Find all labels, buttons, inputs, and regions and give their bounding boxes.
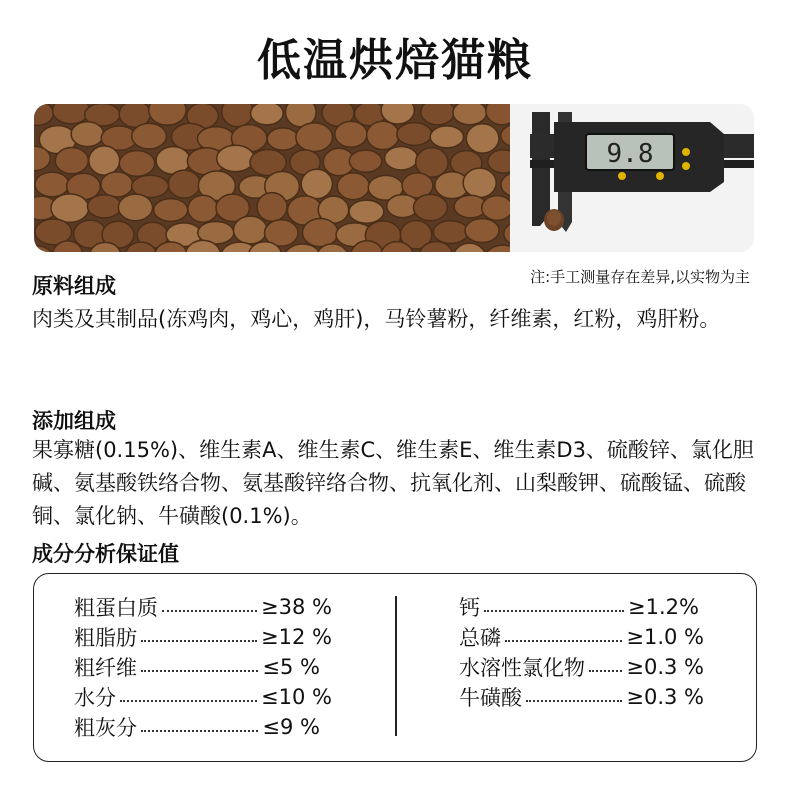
kibble [463, 168, 496, 197]
kibble [385, 146, 418, 169]
analysis-label: 总磷 [459, 626, 501, 650]
analysis-value: ≤5 % [262, 655, 320, 679]
kibble [488, 150, 510, 173]
kibble [154, 199, 188, 222]
analysis-value: ≥0.3 % [626, 655, 704, 679]
analysis-value: ≥0.3 % [626, 685, 704, 709]
analysis-row [459, 652, 704, 682]
kibble [466, 124, 499, 153]
kibble [222, 104, 253, 127]
kibble [132, 123, 167, 149]
analysis-value: ≤10 % [261, 685, 332, 709]
ingredients-text: 肉类及其制品(冻鸡肉，鸡心，鸡肝)，马铃薯粉，纤维素，红粉，鸡肝粉。 [32, 307, 721, 331]
kibble [296, 123, 333, 152]
kibble [119, 151, 154, 177]
analysis-label: 粗脂肪 [74, 626, 137, 650]
analysis-row [74, 712, 320, 742]
analysis-row [459, 682, 704, 712]
kibble [482, 196, 510, 221]
leader-dots [120, 700, 257, 702]
analysis-label: 粗蛋白质 [74, 596, 158, 620]
kibble [168, 170, 200, 198]
kibble [35, 172, 69, 197]
analysis-label: 钙 [459, 596, 480, 620]
kibble [257, 193, 287, 222]
kibble [233, 216, 267, 244]
kibble [335, 121, 367, 147]
leader-dots [484, 610, 624, 612]
page-title: 低温烘焙猫粮 [257, 35, 533, 86]
kibble [430, 126, 463, 148]
measurement-note: 注:手工测量存在差异,以实物为主 [530, 268, 750, 286]
additives-text: 果寡糖(0.15%)、维生素A、维生素C、维生素E、维生素D3、硫酸锌、氯化胆碱、氨基酸铁络合物、氨基酸锌络合物、抗氧化剂、山梨酸钾、硫酸锰、硫酸铜、氯化钠、牛磺酸(0.1%)。 [32, 438, 754, 528]
ingredients-heading: 原料组成 [32, 274, 116, 298]
analysis-label: 粗纤维 [74, 656, 137, 680]
kibble [433, 221, 468, 244]
analysis-value: ≥12 % [261, 625, 332, 649]
analysis-label: 粗灰分 [74, 716, 137, 740]
kibble [301, 169, 332, 198]
analysis-value: ≤9 % [262, 715, 320, 739]
kibble [89, 146, 120, 175]
kibble [349, 200, 384, 223]
kibble [397, 123, 432, 146]
analysis-label: 水溶性氯化物 [459, 656, 585, 680]
analysis-row [74, 622, 332, 652]
analysis-row [74, 652, 320, 682]
caliper-photo [510, 104, 754, 252]
analysis-divider [395, 596, 397, 736]
kibble [51, 194, 89, 223]
kibble [55, 147, 88, 173]
analysis-value: ≥1.0 % [626, 625, 704, 649]
kibble [453, 104, 487, 125]
leader-dots [505, 640, 622, 642]
caliper-reading: 9.8 [606, 139, 654, 169]
leader-dots [141, 670, 258, 672]
kibble [188, 195, 218, 222]
additives-heading: 添加组成 [32, 409, 116, 433]
leader-dots [141, 730, 258, 732]
analysis-label: 水分 [74, 686, 116, 710]
kibble [421, 104, 455, 125]
kibble [71, 122, 104, 147]
kibble [302, 219, 338, 247]
leader-dots [141, 640, 257, 642]
kibble [101, 172, 133, 197]
kibble [413, 194, 447, 220]
kibble [267, 128, 298, 150]
kibble [87, 195, 121, 218]
kibble [251, 104, 284, 125]
analysis-row [74, 592, 332, 622]
analysis-label: 牛磺酸 [459, 686, 522, 710]
kibble [337, 173, 369, 200]
analysis-row [74, 682, 332, 712]
analysis-value: ≥38 % [261, 595, 332, 619]
kibble [367, 121, 399, 149]
analysis-row [459, 622, 704, 652]
kibble-photo [34, 104, 510, 252]
kibble [217, 145, 255, 171]
analysis-row [459, 592, 699, 622]
analysis-value: ≥1.2% [628, 595, 699, 619]
kibble [118, 194, 152, 221]
leader-dots [589, 670, 622, 672]
kibble [349, 150, 382, 172]
product-photo-banner [34, 104, 754, 252]
kibble [465, 219, 499, 243]
analysis-heading: 成分分析保证值 [32, 542, 179, 566]
leader-dots [162, 610, 257, 612]
leader-dots [526, 700, 622, 702]
